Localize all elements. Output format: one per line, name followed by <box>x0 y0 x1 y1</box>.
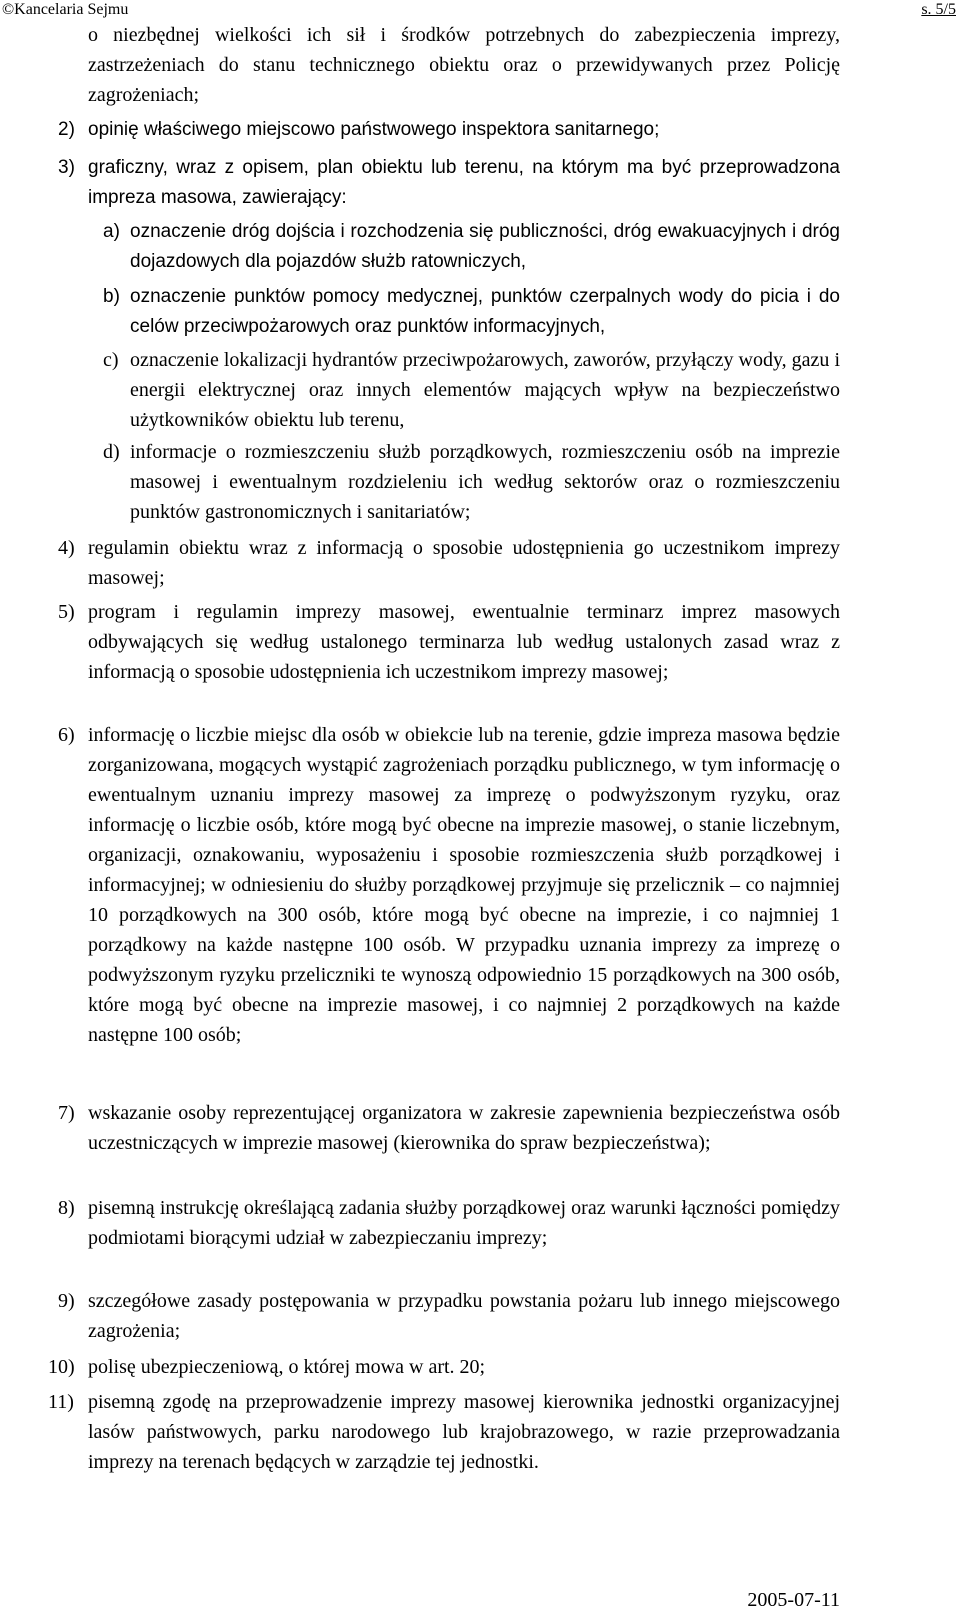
list-item <box>48 1352 840 1382</box>
list-subitem-label: b) <box>103 286 120 307</box>
list-item-text: wskazanie osoby reprezentującej organizatora w zakresie zapewnienia bezpieczeństwa osób uczestniczących w imprezie masowej (kierownika do spraw bezpieczeństwa); <box>88 1102 840 1154</box>
list-subitem <box>103 345 840 435</box>
list-item-text: pisemną instrukcję określającą zadania służby porządkowej oraz warunki łączności pomiędzy podmiotami biorącymi udział w zabezpieczaniu imprezy; <box>88 1197 840 1249</box>
list-subitem-text: informacje o rozmieszczeniu służb porządkowych, rozmieszczeniu osób na imprezie masowej i ewentualnym rozdzieleniu ich według sektorów oraz o rozmieszczeniu punktów gastronomicznych i sanitariatów; <box>130 441 840 523</box>
list-item-label: 7) <box>58 1102 75 1124</box>
list-subitem <box>103 217 840 277</box>
list-item <box>58 597 840 687</box>
list-subitem <box>103 282 840 342</box>
header-source: ©Kancelaria Sejmu <box>2 1 129 18</box>
list-item-text: graficzny, wraz z opisem, plan obiektu lub terenu, na którym ma być przeprowadzona impreza masowa, zawierający: <box>88 157 840 208</box>
page-header <box>0 0 960 22</box>
list-item-text: opinię właściwego miejscowo państwowego inspektora sanitarnego; <box>88 119 660 140</box>
list-item-label: 3) <box>58 157 75 178</box>
list-subitem-label: d) <box>103 441 120 463</box>
list-item <box>58 1193 840 1253</box>
list-item <box>58 1098 840 1158</box>
list-item <box>58 115 840 145</box>
document-date: 2005-07-11 <box>747 1589 840 1611</box>
list-subitem <box>103 437 840 527</box>
list-item <box>58 153 840 213</box>
list-item-label: 6) <box>58 724 75 746</box>
list-item-label: 10) <box>48 1356 75 1378</box>
list-item-label: 9) <box>58 1290 75 1312</box>
list-item-text: pisemną zgodę na przeprowadzenie imprezy masowej kierownika jednostki organizacyjnej lasów państwowych, parku narodowego lub krajobrazowego, w razie przeprowadzania imprezy na terenach będących w zarządzie tej jednostki. <box>88 1391 840 1473</box>
list-item-label: 5) <box>58 601 75 623</box>
list-item-label: 8) <box>58 1197 75 1219</box>
list-item-label: 2) <box>58 119 75 140</box>
list-subitem-label: c) <box>103 349 119 371</box>
list-item-text: regulamin obiektu wraz z informacją o sposobie udostępnienia go uczestnikom imprezy masowej; <box>88 537 840 589</box>
list-item <box>58 1286 840 1346</box>
list-item-text: polisę ubezpieczeniową, o której mowa w art. 20; <box>88 1356 486 1378</box>
list-item-label: 11) <box>48 1391 74 1413</box>
list-subitem-label: a) <box>103 221 120 242</box>
intro-paragraph <box>88 20 840 110</box>
list-item-text: szczegółowe zasady postępowania w przypadku powstania pożaru lub innego miejscowego zagrożenia; <box>88 1290 840 1342</box>
list-item <box>58 720 840 1050</box>
header-page-number: s. 5/5 <box>921 1 956 18</box>
list-item <box>58 533 840 593</box>
list-subitem-text: oznaczenie dróg dojścia i rozchodzenia się publiczności, dróg ewakuacyjnych i dróg dojazdowych dla pojazdów służb ratowniczych, <box>130 221 840 272</box>
list-item-text: informację o liczbie miejsc dla osób w obiekcie lub na terenie, gdzie impreza masowa będzie zorganizowana, mogących wystąpić zagrożeniach porządku publicznego, w tym informację o ewentualnym uznaniu imprezy masowej za imprezę o podwyższonym ryzyku, oraz informację o liczbie osób, które mogą być obecne na imprezie masowej, o stanie liczebnym, organizacji, oznakowaniu, wyposażeniu i sposobie rozmieszczenia służb porządkowej i informacyjnej; w odniesieniu do służby porządkowej przyjmuje się przelicznik – co najmniej 10 porządkowych na 300 osób, które mogą być obecne na imprezie, i co najmniej 1 porządkowy na każde następne 100 osób. W przypadku uznania imprezy za imprezę o podwyższonym ryzyku przeliczniki te wynoszą odpowiednio 15 porządkowych na 300 osób, które mogą być obecne na imprezie masowej, i co najmniej 2 porządkowych na każde następne 100 osób; <box>88 724 840 1046</box>
list-item-text: program i regulamin imprezy masowej, ewentualnie terminarz imprez masowych odbywających się według ustalonego terminarza lub według ustalonych zasad wraz z informacją o sposobie udostępnienia ich uczestnikom imprezy masowej; <box>88 601 840 683</box>
intro-text: o niezbędnej wielkości ich sił i środków potrzebnych do zabezpieczenia imprezy, zastrzeżeniach do stanu technicznego obiektu oraz o przewidywanych przez Policję zagrożeniach; <box>88 24 840 106</box>
list-item-label: 4) <box>58 537 75 559</box>
list-subitem-text: oznaczenie lokalizacji hydrantów przeciwpożarowych, zaworów, przyłączy wody, gazu i energii elektrycznej oraz innych elementów mających wpływ na bezpieczeństwo użytkowników obiektu lub terenu, <box>130 349 840 431</box>
list-subitem-text: oznaczenie punktów pomocy medycznej, punktów czerpalnych wody do picia i do celów przeciwpożarowych oraz punktów informacyjnych, <box>130 286 840 337</box>
list-item <box>48 1387 840 1477</box>
